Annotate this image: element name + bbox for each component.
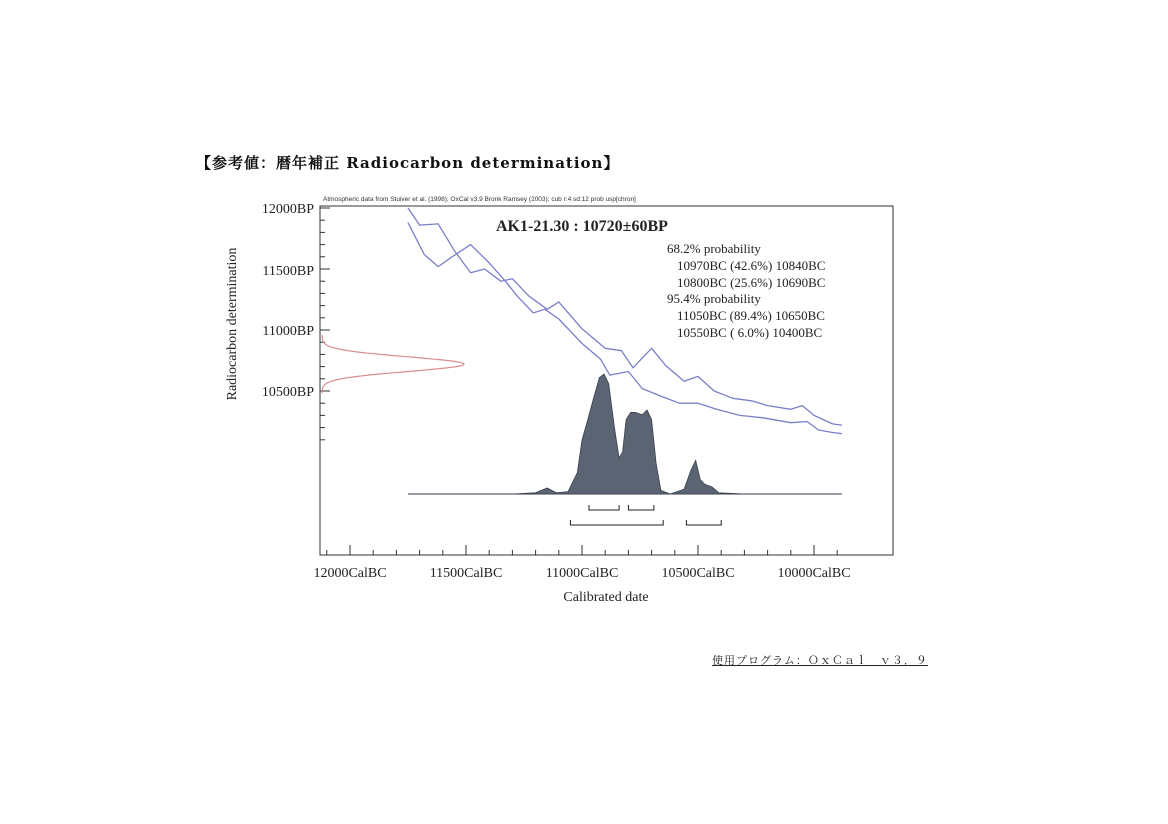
y-axis-title: Radiocarbon determination <box>225 247 240 401</box>
program-note: 使用プログラム：ＯｘＣａｌ ｖ３．９ <box>712 654 928 667</box>
radiocarbon-distribution <box>322 335 464 394</box>
x-tick-label: 11000CalBC <box>545 566 619 581</box>
x-tick-label: 11500CalBC <box>429 566 503 581</box>
prob-95-range-1: 11050BC (89.4%) 10650BC <box>677 308 825 323</box>
sample-title: AK1-21.30 : 10720±60BP <box>496 218 668 235</box>
x-tick-label: 10500CalBC <box>661 566 735 581</box>
y-tick-label: 12000BP <box>261 202 314 217</box>
source-note: Atmospheric data from Stuiver et al. (1998); OxCal v3.9 Bronk Ramsey (2003); cub r:4 sd:12 prob usp[chron] <box>323 196 636 203</box>
range-95-bracket <box>686 520 721 525</box>
x-tick-label: 12000CalBC <box>313 566 387 581</box>
range-95-bracket <box>570 520 663 525</box>
range-68-bracket <box>589 505 619 510</box>
y-tick-label: 11000BP <box>262 324 314 339</box>
prob-95-heading: 95.4% probability <box>667 291 761 306</box>
x-axis-title: Calibrated date <box>563 590 649 605</box>
prob-68-range-2: 10800BC (25.6%) 10690BC <box>677 275 826 290</box>
calibrated-distribution <box>408 374 842 494</box>
range-68-bracket <box>628 505 654 510</box>
range-brackets-layer <box>570 505 721 525</box>
y-tick-label: 10500BP <box>261 385 314 400</box>
calibrated-distribution-layer <box>408 374 842 494</box>
y-tick-label: 11500BP <box>262 264 314 279</box>
page-title: 【参考値：暦年補正 Radiocarbon determination】 <box>196 154 620 172</box>
x-tick-label: 10000CalBC <box>777 566 851 581</box>
prob-95-range-2: 10550BC ( 6.0%) 10400BC <box>677 325 823 340</box>
radiocarbon-distribution-layer <box>322 335 464 394</box>
prob-68-heading: 68.2% probability <box>667 241 761 256</box>
prob-68-range-1: 10970BC (42.6%) 10840BC <box>677 258 826 273</box>
